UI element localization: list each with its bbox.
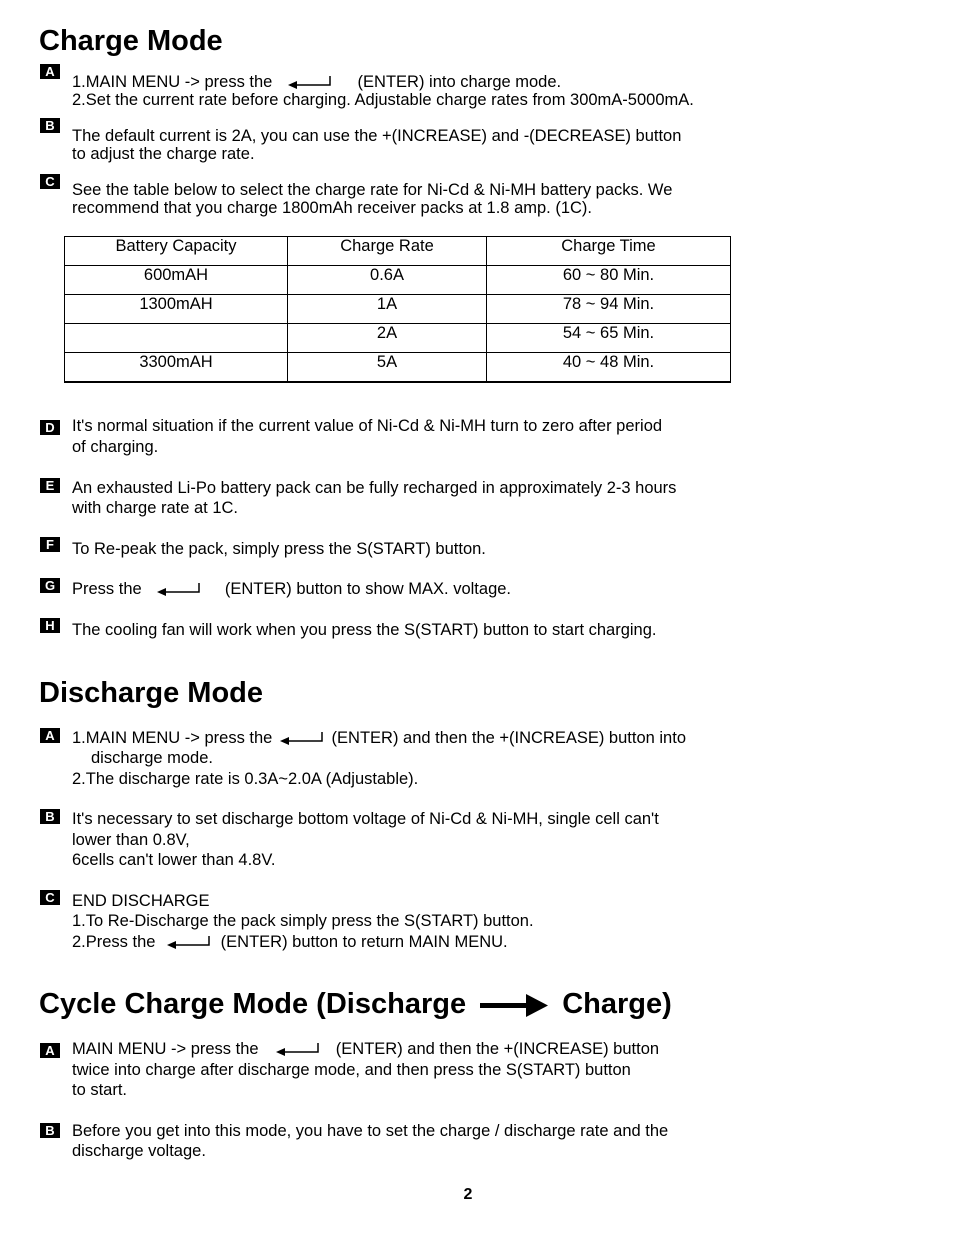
cycle-title-pre: Cycle Charge Mode (Discharge [39,988,467,1020]
charge-badge-b: B [40,118,60,133]
charge-h-line1: The cooling fan will work when you press the S(START) button to start charging. [72,621,657,639]
table-cell: 60 ~ 80 Min. [487,266,731,295]
table-header-cell: Charge Rate [288,237,487,266]
discharge-a-text-pre: 1.MAIN MENU -> press the [72,729,273,747]
discharge-a-line2: discharge mode. [91,749,213,767]
charge-badge-a: A [40,64,60,79]
charge-a-line1 [72,72,561,92]
charge-c-line2: recommend that you charge 1800mAh receiver packs at 1.8 amp. (1C). [72,199,592,217]
discharge-badge-a: A [40,728,60,743]
charge-a-text-post: (ENTER) into charge mode. [357,73,562,91]
cycle-badge-a: A [40,1043,60,1058]
table-cell: 5A [288,353,487,383]
cycle-badge-b: B [40,1123,60,1138]
cycle-a-line2: twice into charge after discharge mode, and then press the S(START) button [72,1061,631,1079]
cycle-a-line1 [72,1039,659,1059]
charge-g-line1 [72,579,511,599]
discharge-c-line1: END DISCHARGE [72,892,210,910]
table-cell: 3300mAH [65,353,288,383]
charge-badge-f: F [40,537,60,552]
table-row [65,324,731,353]
charge-badge-e: E [40,478,60,493]
charge-badge-g: G [40,578,60,593]
charge-badge-h: H [40,618,60,633]
charge-badge-d: D [40,420,60,435]
table-header-row [65,237,731,266]
table-cell: 54 ~ 65 Min. [487,324,731,353]
charge-d-line2: of charging. [72,438,159,456]
cycle-a-text-pre: MAIN MENU -> press the [72,1040,259,1058]
table-cell: 600mAH [65,266,288,295]
charge-a-text-pre: 1.MAIN MENU -> press the [72,73,273,91]
charge-c-line1: See the table below to select the charge rate for Ni-Cd & Ni-MH battery packs. We [72,181,673,199]
discharge-b-line3: 6cells can't lower than 4.8V. [72,851,276,869]
charge-badge-c: C [40,174,60,189]
discharge-c-text-pre: 2.Press the [72,933,156,951]
table-row [65,266,731,295]
table-cell: 1300mAH [65,295,288,324]
charge-g-text-post: (ENTER) button to show MAX. voltage. [224,580,512,598]
cycle-b-line2: discharge voltage. [72,1142,206,1160]
discharge-c-line2: 1.To Re-Discharge the pack simply press the S(START) button. [72,912,534,930]
charge-f-line1: To Re-peak the pack, simply press the S(START) button. [72,540,486,558]
discharge-c-line3 [72,932,508,952]
charge-b-line1: The default current is 2A, you can use the +(INCREASE) and -(DECREASE) button [72,127,682,145]
table-cell: 0.6A [288,266,487,295]
table-cell: 40 ~ 48 Min. [487,353,731,383]
discharge-a-line1 [72,728,686,748]
cycle-a-line3: to start. [72,1081,128,1099]
enter-arrow-icon [275,1042,321,1058]
charge-b-line2: to adjust the charge rate. [72,145,255,163]
charge-a-line2: 2.Set the current rate before charging. Adjustable charge rates from 300mA-5000mA. [72,91,694,109]
discharge-b-line2: lower than 0.8V, [72,831,190,849]
table-cell: 78 ~ 94 Min. [487,295,731,324]
discharge-badge-b: B [40,809,60,824]
enter-arrow-icon [166,935,212,951]
cycle-title-post: Charge) [562,988,672,1020]
right-arrow-icon [480,992,550,1018]
page-number: 2 [463,1186,473,1203]
table-cell: 1A [288,295,487,324]
cycle-mode-title [39,987,672,1021]
discharge-mode-title: Discharge Mode [39,677,263,709]
table-header-cell: Battery Capacity [65,237,288,266]
charge-rate-table [64,236,731,383]
charge-e-line1: An exhausted Li-Po battery pack can be fully recharged in approximately 2-3 hours [72,479,677,497]
table-cell: 2A [288,324,487,353]
cycle-a-text-post: (ENTER) and then the +(INCREASE) button [335,1040,660,1058]
table-header-cell: Charge Time [487,237,731,266]
charge-mode-title: Charge Mode [39,25,223,57]
discharge-a-line3: 2.The discharge rate is 0.3A~2.0A (Adjustable). [72,770,419,788]
discharge-c-text-post: (ENTER) button to return MAIN MENU. [220,933,508,951]
discharge-b-line1: It's necessary to set discharge bottom voltage of Ni-Cd & Ni-MH, single cell can't [72,810,659,828]
enter-arrow-icon [287,75,333,91]
enter-arrow-icon [156,582,202,598]
discharge-badge-c: C [40,890,60,905]
table-row [65,295,731,324]
table-row [65,353,731,383]
cycle-b-line1: Before you get into this mode, you have to set the charge / discharge rate and the [72,1122,669,1140]
charge-e-line2: with charge rate at 1C. [72,499,238,517]
table-cell [65,324,288,353]
charge-g-text-pre: Press the [72,580,142,598]
enter-arrow-icon [279,731,325,747]
charge-d-line1: It's normal situation if the current value of Ni-Cd & Ni-MH turn to zero after period [72,417,663,435]
discharge-a-text-post: (ENTER) and then the +(INCREASE) button into [331,729,686,747]
